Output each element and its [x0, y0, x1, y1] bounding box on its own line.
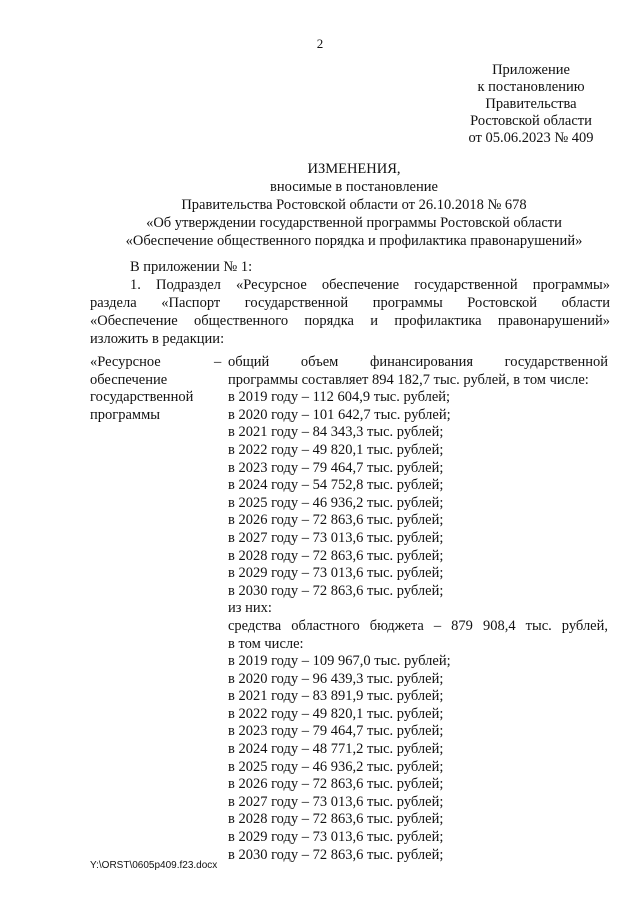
year-regional-item: в 2021 году – 83 891,9 тыс. рублей; — [228, 688, 444, 705]
year-total-item: в 2028 году – 72 863,6 тыс. рублей; — [228, 547, 444, 564]
intro-paragraph-line: изложить в редакции: — [90, 331, 225, 347]
year-total-item: в 2019 году – 112 604,9 тыс. рублей; — [228, 389, 451, 406]
year-total-item: в 2027 году – 73 013,6 тыс. рублей; — [228, 529, 444, 546]
total-financing-line: программы составляет 894 182,7 тыс. рублей, в том числе: — [228, 371, 589, 388]
intro-paragraph-line: 1. Подраздел «Ресурсное обеспечение государственной программы» — [130, 277, 610, 293]
resource-label-line: обеспечение — [90, 371, 168, 388]
annex-line: от 05.06.2023 № 409 — [468, 130, 594, 146]
year-total-item: в 2026 году – 72 863,6 тыс. рублей; — [228, 512, 444, 529]
year-total-item: в 2022 году – 49 820,1 тыс. рублей; — [228, 441, 444, 458]
year-total-item: в 2025 году – 46 936,2 тыс. рублей; — [228, 494, 444, 511]
year-total-item: в 2020 году – 101 642,7 тыс. рублей; — [228, 406, 451, 423]
year-regional-item: в 2029 году – 73 013,6 тыс. рублей; — [228, 829, 444, 846]
resource-content — [228, 354, 608, 864]
resource-label-line: программы — [90, 406, 160, 423]
year-total-item: в 2021 году – 84 343,3 тыс. рублей; — [228, 424, 444, 441]
title-line: «Об утверждении государственной программы Ростовской области — [146, 215, 562, 231]
intro-paragraph-line: «Обеспечение общественного порядка и профилактика правонарушений» — [90, 313, 610, 329]
title-line: «Обеспечение общественного порядка и профилактика правонарушений» — [125, 233, 583, 249]
intro-section — [90, 258, 610, 348]
resource-label — [90, 354, 216, 424]
year-regional-item: в 2030 году – 72 863,6 тыс. рублей; — [228, 846, 444, 863]
resource-dash: – — [214, 354, 222, 370]
annex-line: Правительства — [485, 96, 577, 112]
year-regional-item: в 2025 году – 46 936,2 тыс. рублей; — [228, 758, 444, 775]
annex-line: Приложение — [492, 62, 570, 78]
title-line: Правительства Ростовской области от 26.10.2018 № 678 — [181, 197, 527, 213]
page-number: 2 — [316, 36, 324, 51]
year-regional-item: в 2019 году – 109 967,0 тыс. рублей; — [228, 653, 451, 670]
intro-paragraph-line: раздела «Паспорт государственной программы Ростовской области — [90, 295, 610, 311]
year-regional-item: в 2023 году – 79 464,7 тыс. рублей; — [228, 723, 444, 740]
regional-budget-line: в том числе: — [228, 635, 304, 652]
year-total-item: в 2024 году – 54 752,8 тыс. рублей; — [228, 477, 444, 494]
year-regional-item: в 2027 году – 73 013,6 тыс. рублей; — [228, 793, 444, 810]
title-line: вносимые в постановление — [270, 179, 438, 195]
of-them-label: из них: — [228, 600, 272, 617]
annex-line: к постановлению — [477, 79, 585, 95]
year-total-item: в 2023 году – 79 464,7 тыс. рублей; — [228, 459, 444, 476]
total-financing-line: общий объем финансирования государственной — [228, 354, 608, 370]
resource-label-line: «Ресурсное — [90, 354, 161, 370]
footer-file-path: Y:\ORST\0605p409.f23.docx — [90, 860, 218, 871]
year-regional-item: в 2020 году – 96 439,3 тыс. рублей; — [228, 670, 444, 687]
document-title — [90, 160, 618, 250]
year-regional-item: в 2026 году – 72 863,6 тыс. рублей; — [228, 776, 444, 793]
resource-label-line: государственной — [90, 389, 194, 406]
year-regional-item: в 2022 году – 49 820,1 тыс. рублей; — [228, 705, 444, 722]
year-regional-item: в 2024 году – 48 771,2 тыс. рублей; — [228, 741, 444, 758]
intro-heading: В приложении № 1: — [130, 259, 253, 275]
annex-line: Ростовской области — [470, 113, 592, 129]
regional-budget-line: средства областного бюджета – 879 908,4 тыс. рублей, — [228, 617, 608, 634]
year-total-item: в 2030 году – 72 863,6 тыс. рублей; — [228, 582, 444, 599]
annex-block — [446, 62, 616, 147]
year-regional-item: в 2028 году – 72 863,6 тыс. рублей; — [228, 811, 444, 828]
year-total-item: в 2029 году – 73 013,6 тыс. рублей; — [228, 565, 444, 582]
title-line: ИЗМЕНЕНИЯ, — [307, 161, 401, 177]
